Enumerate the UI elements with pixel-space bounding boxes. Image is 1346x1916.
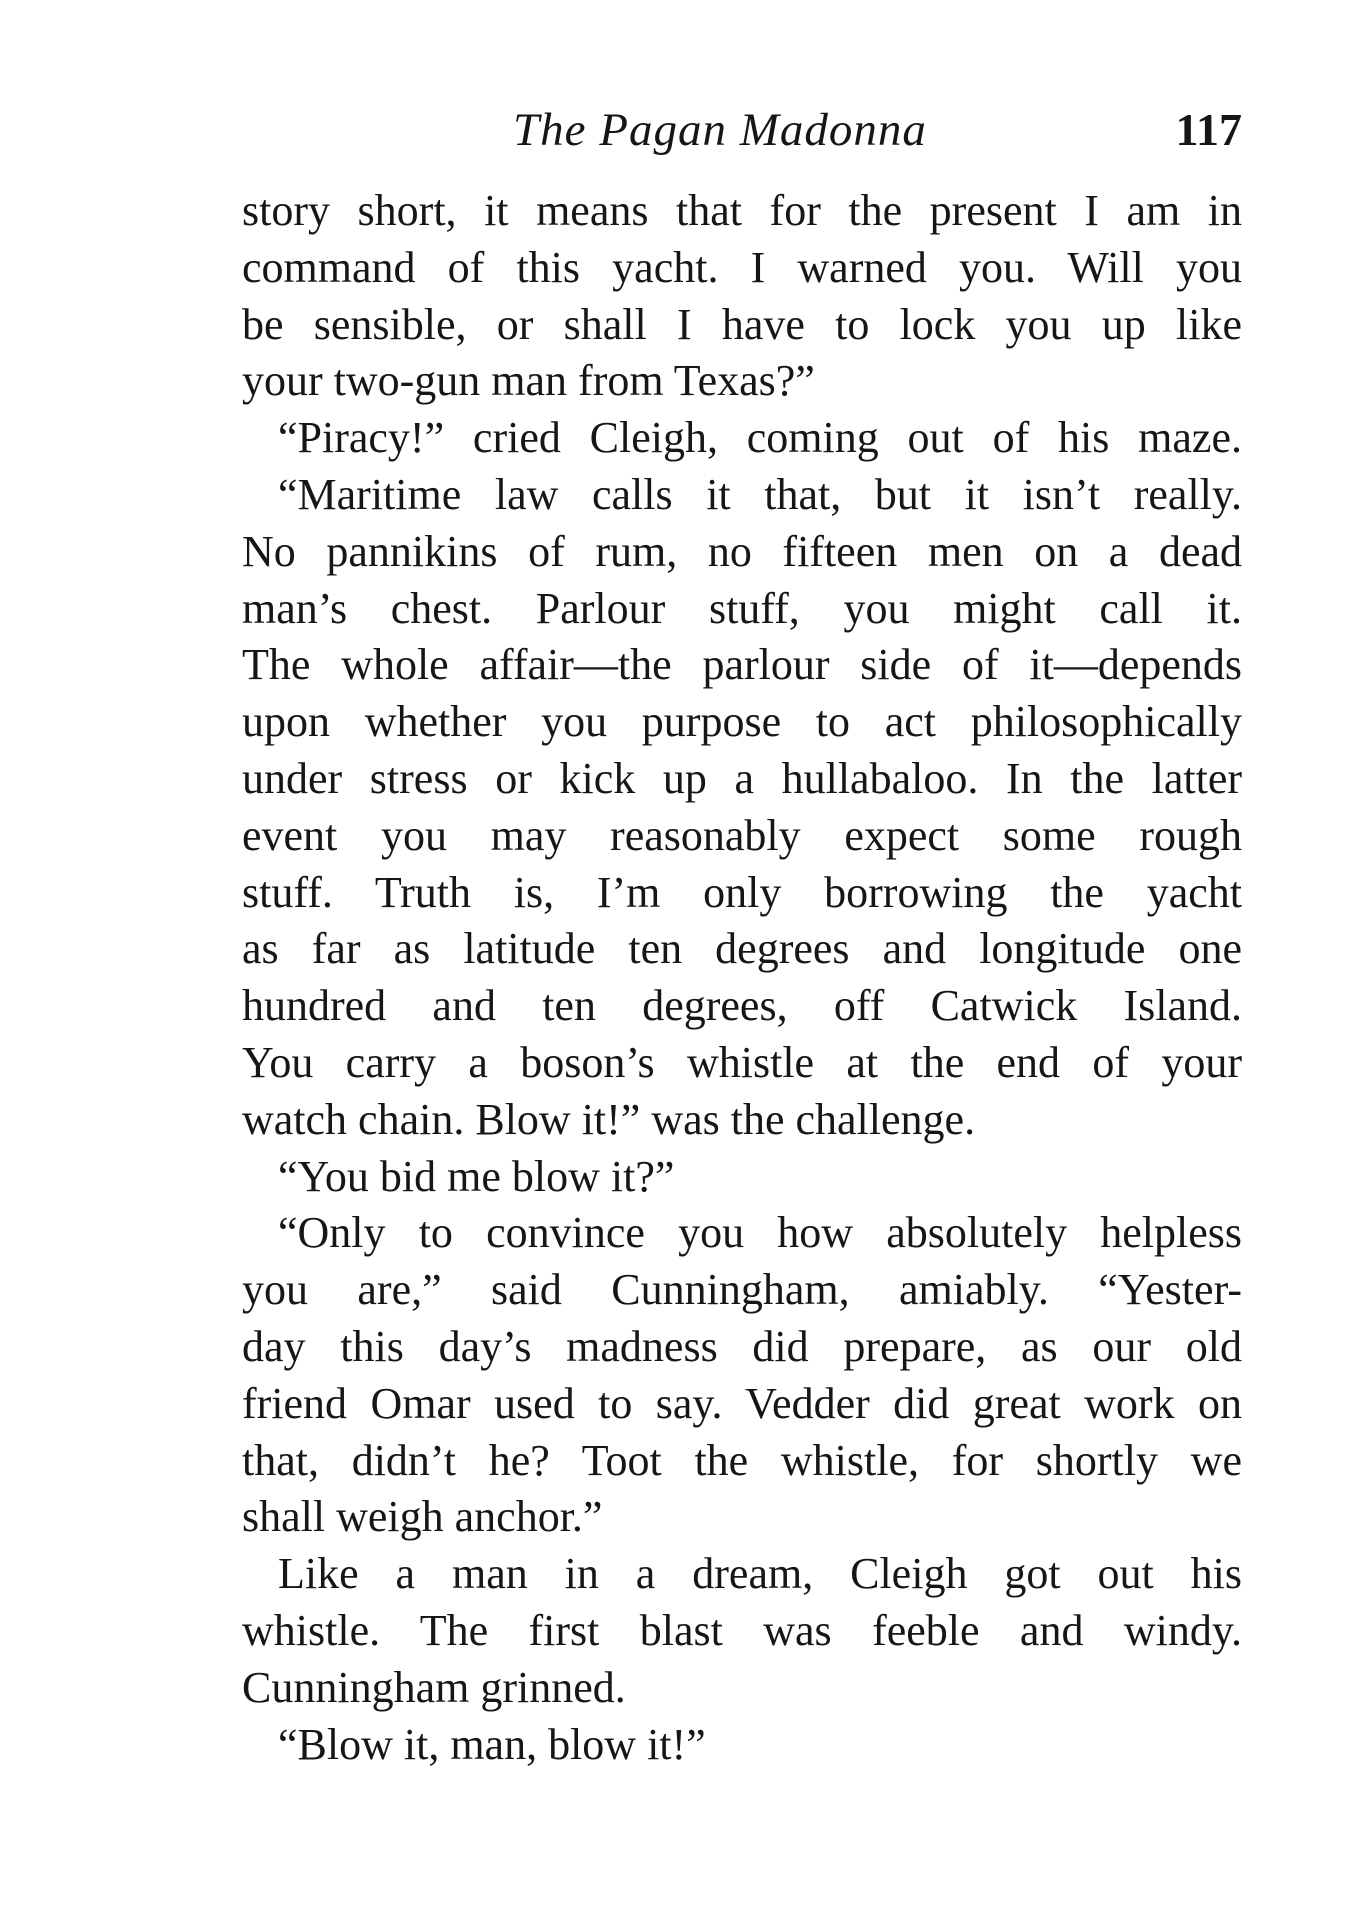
text-line: Like a man in a dream, Cleigh got out his — [278, 1549, 1242, 1599]
text-line: whistle. The first blast was feeble and windy. — [242, 1605, 1242, 1655]
text-line: as far as latitude ten degrees and longitude one — [242, 924, 1242, 974]
text-line: friend Omar used to say. Vedder did great work on — [242, 1378, 1242, 1428]
text-line: hundred and ten degrees, off Catwick Island. — [242, 981, 1242, 1031]
text-line: “Only to convince you how absolutely helpless — [278, 1208, 1242, 1258]
text-line: upon whether you purpose to act philosophically — [242, 697, 1242, 747]
body-text — [242, 183, 1242, 1773]
text-line: The whole affair—the parlour side of it—depends — [242, 640, 1242, 690]
text-line: that, didn’t he? Toot the whistle, for shortly we — [242, 1435, 1242, 1485]
text-line: Cunningham grinned. — [242, 1662, 626, 1712]
text-line: stuff. Truth is, I’m only borrowing the yacht — [242, 867, 1242, 917]
running-title: The Pagan Madonna — [513, 104, 927, 156]
text-line: No pannikins of rum, no fifteen men on a dead — [242, 526, 1242, 576]
page-number: 117 — [1175, 104, 1242, 155]
text-line: your two-gun man from Texas?” — [242, 356, 815, 406]
text-line: “You bid me blow it?” — [278, 1151, 675, 1201]
text-line: man’s chest. Parlour stuff, you might call it. — [242, 583, 1242, 633]
text-line: you are,” said Cunningham, amiably. “Yester- — [242, 1265, 1242, 1315]
text-line: “Piracy!” cried Cleigh, coming out of his maze. — [278, 413, 1242, 463]
text-line: under stress or kick up a hullabaloo. In the latter — [242, 753, 1242, 803]
text-line: You carry a boson’s whistle at the end of your — [242, 1037, 1242, 1087]
text-line: day this day’s madness did prepare, as our old — [242, 1321, 1242, 1371]
text-line: be sensible, or shall I have to lock you up like — [242, 299, 1242, 349]
text-line: story short, it means that for the present I am in — [242, 186, 1242, 235]
text-line: “Maritime law calls it that, but it isn’t really. — [278, 469, 1242, 519]
page-header — [245, 100, 1242, 170]
text-line: shall weigh anchor.” — [242, 1492, 603, 1542]
text-line: event you may reasonably expect some rough — [242, 810, 1242, 860]
text-line: command of this yacht. I warned you. Will you — [242, 242, 1242, 292]
text-line: “Blow it, man, blow it!” — [278, 1719, 706, 1769]
text-line: watch chain. Blow it!” was the challenge. — [242, 1094, 976, 1144]
